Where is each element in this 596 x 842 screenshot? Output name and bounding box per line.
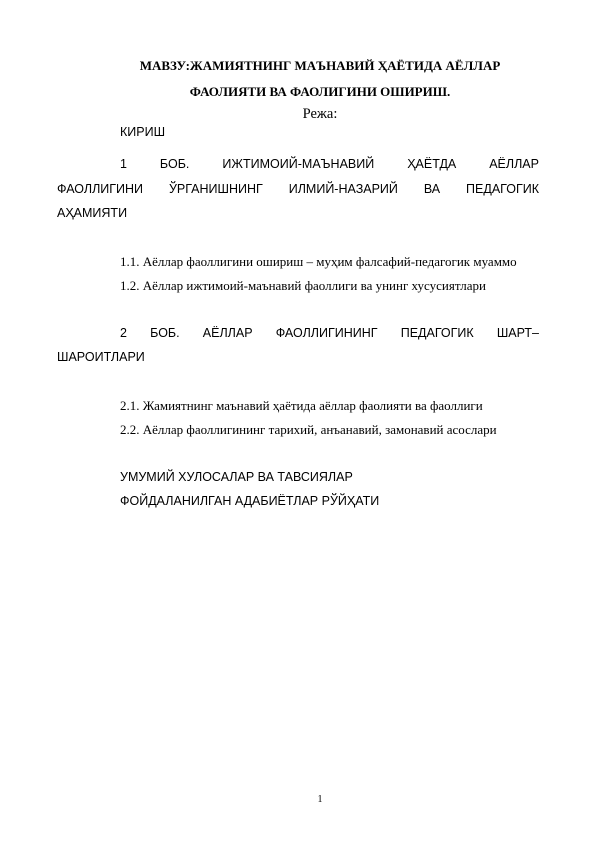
chapter-1-word: ЎРГАНИШНИНГ: [168, 182, 263, 196]
intro-heading: КИРИШ: [120, 125, 166, 139]
section-2-2: 2.2. Аёллар фаоллигининг тарихий, анъанавий, замонавий асослари: [120, 422, 497, 437]
chapter-1-word: ПЕДАГОГИК: [466, 182, 539, 196]
plan-heading: Режа:: [302, 106, 338, 122]
chapter-2-line-1: [120, 326, 539, 340]
chapter-1-word: ФАОЛЛИГИНИ: [57, 182, 144, 196]
chapter-1-line-2: [57, 182, 539, 196]
chapter-1-line-1: [120, 157, 539, 171]
references-heading: ФОЙДАЛАНИЛГАН АДАБИЁТЛАР РЎЙҲАТИ: [120, 494, 380, 508]
section-1-1: 1.1. Аёллар фаоллигини ошириш – муҳим фалсафий-педагогик муаммо: [120, 254, 517, 269]
chapter-1-word: АЁЛЛАР: [489, 157, 539, 171]
chapter-2-word: 2: [120, 326, 127, 340]
chapter-1-word: 1: [120, 157, 127, 171]
conclusion-heading: УМУМИЙ ХУЛОСАЛАР ВА ТАВСИЯЛАР: [120, 470, 353, 484]
section-2-1: 2.1. Жамиятнинг маънавий ҳаётида аёллар фаолияти ва фаоллиги: [120, 398, 483, 413]
chapter-2-line-2: ШАРОИТЛАРИ: [57, 350, 145, 364]
chapter-1-word: ИЛМИЙ-НАЗАРИЙ: [288, 182, 398, 196]
chapter-1-word: БОБ.: [159, 157, 190, 171]
chapter-1-word: ҲАЁТДА: [407, 157, 457, 171]
document-title-line-2: ФАОЛИЯТИ ВА ФАОЛИГИНИ ОШИРИШ.: [189, 84, 451, 99]
chapter-2-word: ПЕДАГОГИК: [400, 326, 474, 340]
chapter-2-word: ШАРТ–: [496, 326, 539, 340]
section-1-2: 1.2. Аёллар ижтимоий-маънавий фаоллиги ва унинг хусусиятлари: [120, 278, 486, 293]
chapter-1-word: ИЖТИМОИЙ-МАЪНАВИЙ: [222, 157, 375, 171]
chapter-2-word: АЁЛЛАР: [202, 326, 253, 340]
document-title-line-1: МАВЗУ:ЖАМИЯТНИНГ МАЪНАВИЙ ҲАЁТИДА АЁЛЛАР: [139, 58, 501, 73]
chapter-1-line-3: АҲАМИЯТИ: [57, 206, 128, 220]
chapter-1-word: ВА: [423, 182, 441, 196]
chapter-2-word: ФАОЛЛИГИНИНГ: [275, 326, 378, 340]
chapter-2-word: БОБ.: [150, 326, 180, 340]
page-number: 1: [317, 794, 323, 805]
